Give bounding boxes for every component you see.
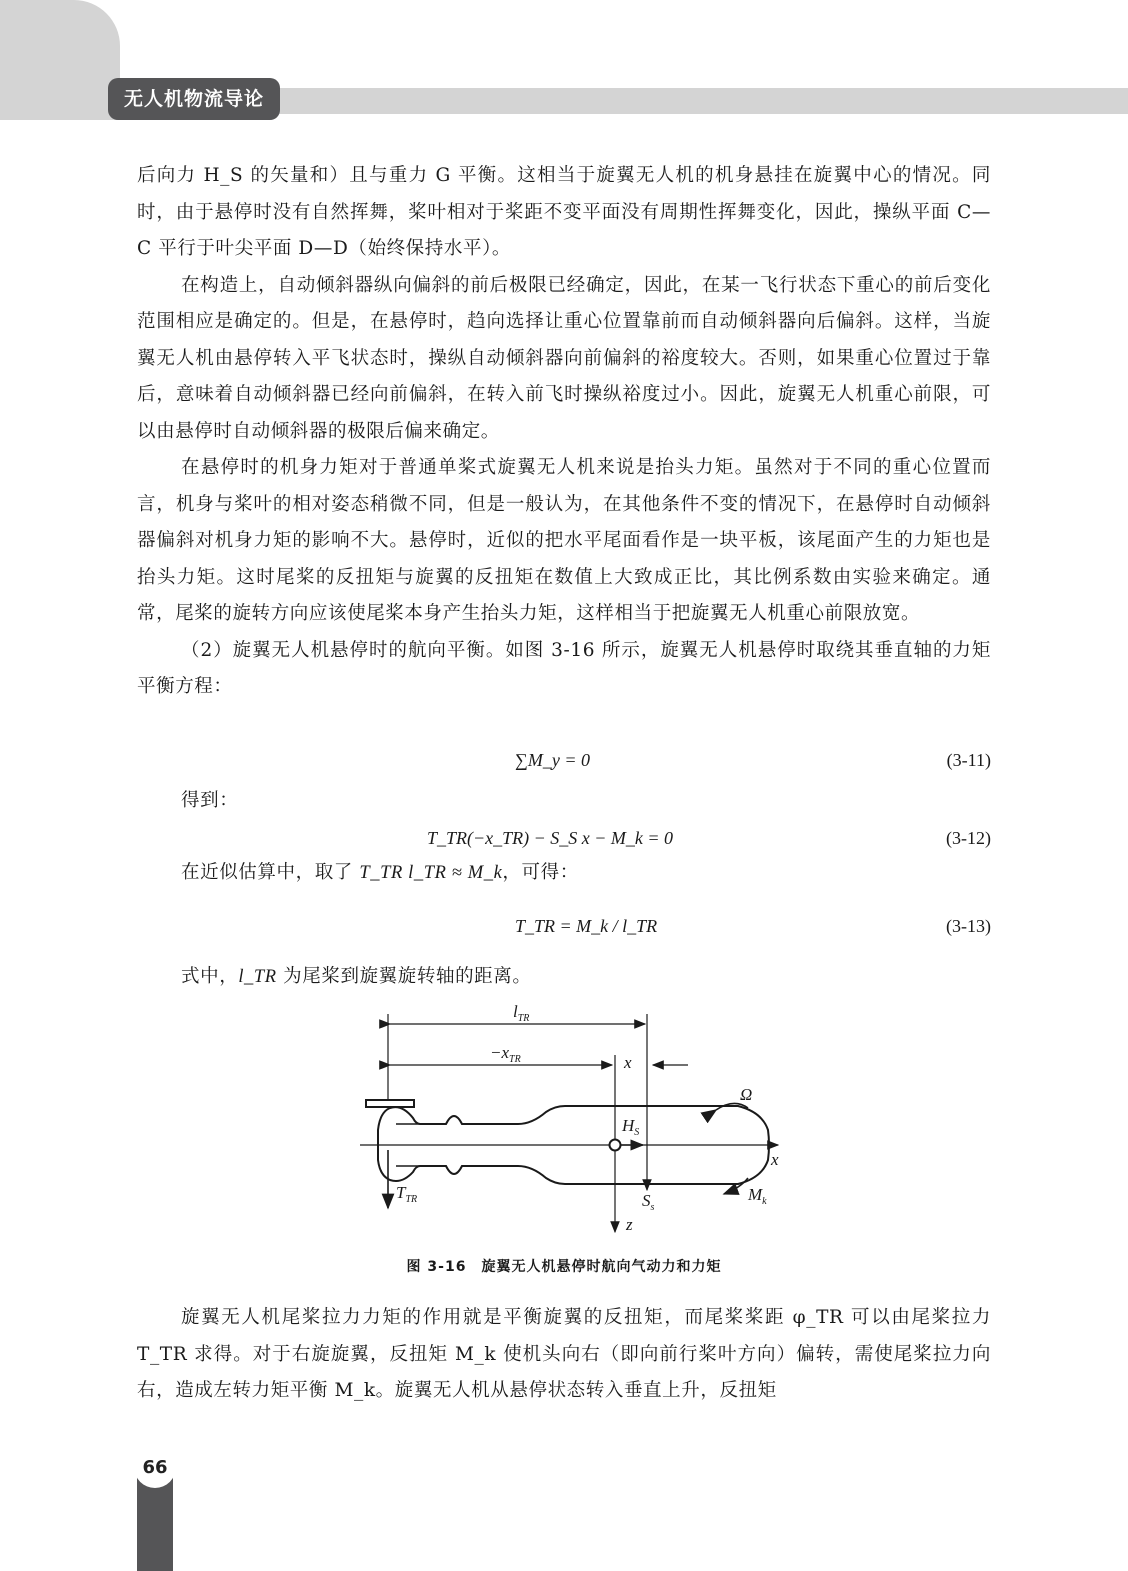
label-h-s: $H_S$: [622, 1116, 640, 1138]
lead-text: 在近似估算中，取了 T_TR l_TR ≈ M_k，可得：: [181, 862, 579, 883]
paragraph: 后向力 H_S 的矢量和）且与重力 G 平衡。这相当于旋翼无人机的机身悬挂在旋翼中心的情况。同时，由于悬停时没有自然挥舞，桨叶相对于桨距不变平面没有周期性挥舞变化，因此，操纵平面 C—C 平行于叶尖平面 D—D（始终保持水平）。: [137, 165, 991, 259]
label-x-axis: x: [771, 1150, 779, 1169]
inline-formula: l_TR: [238, 967, 277, 987]
label-s-s: $S_s$: [642, 1191, 655, 1213]
label-z: z: [626, 1215, 633, 1234]
equation-body: ∑M_y = 0: [515, 750, 590, 770]
label-t-tr: $T_{TR}$: [396, 1183, 418, 1205]
paragraph: 旋翼无人机尾桨拉力力矩的作用就是平衡旋翼的反扭矩，而尾桨桨距 φ_TR 可以由尾桨拉力 T_TR 求得。对于右旋旋翼，反扭矩 M_k 使机头向右（即向前行桨叶方向）偏转，需使尾桨拉力向右，造成左转力矩平衡 M_k。旋翼无人机从悬停状态转入垂直上升，反扭矩: [137, 1307, 991, 1401]
page-number: 66: [134, 1446, 176, 1488]
equation-3-13: [137, 906, 991, 946]
lead-text: 得到：: [181, 790, 239, 811]
label-omega: Ω: [740, 1085, 753, 1104]
paragraph: 在悬停时的机身力矩对于普通单桨式旋翼无人机来说是抬头力矩。虽然对于不同的重心位置而言，机身与桨叶的相对姿态稍微不同，但是一般认为，在其他条件不变的情况下，在悬停时自动倾斜器偏斜对机身力矩的影响不大。悬停时，近似的把水平尾面看作是一块平板，该尾面产生的力矩也是抬头力矩。这时尾桨的反扭矩与旋翼的反扭矩在数值上大致成正比，其比例系数由实验来确定。通常，尾桨的旋转方向应该使尾桨本身产生抬头力矩，这样相当于把旋翼无人机重心前限放宽。: [137, 457, 991, 624]
label-l-tr: $l_{TR}$: [513, 1002, 530, 1024]
figure-caption: 图 3-16 旋翼无人机悬停时航向气动力和力矩: [406, 1259, 722, 1275]
lead-text: 式中，l_TR 为尾桨到旋翼旋转轴的距离。: [181, 966, 532, 987]
inline-formula: T_TR l_TR ≈ M_k: [359, 863, 503, 883]
equation-body: T_TR = M_k / l_TR: [515, 916, 658, 936]
header-block: [0, 0, 120, 120]
label-m-k: $M_k$: [748, 1185, 767, 1207]
book-title: 无人机物流导论: [108, 78, 280, 120]
equation-number: (3-11): [946, 750, 991, 770]
label-neg-x-tr: $-x_{TR}$: [490, 1043, 521, 1065]
equation-3-11: [137, 740, 991, 780]
paragraph: （2）旋翼无人机悬停时的航向平衡。如图 3-16 所示，旋翼无人机悬停时取绕其垂直轴的力矩平衡方程：: [137, 639, 991, 697]
equation-number: (3-13): [946, 916, 991, 936]
label-x-vertical: x: [624, 1053, 632, 1072]
text-block-top: [137, 158, 991, 706]
equation-number: (3-12): [946, 828, 991, 848]
equation-3-12: [137, 818, 991, 858]
text-block-bottom: [137, 1300, 991, 1410]
figure-diagram: [350, 1000, 800, 1240]
equation-body: T_TR(−x_TR) − S_S x − M_k = 0: [427, 828, 674, 848]
paragraph: 在构造上，自动倾斜器纵向偏斜的前后极限已经确定，因此，在某一飞行状态下重心的前后变化范围相应是确定的。但是，在悬停时，趋向选择让重心位置靠前而自动倾斜器向后偏斜。这样，当旋翼无人机由悬停转入平飞状态时，操纵自动倾斜器向前偏斜的裕度较大。否则，如果重心位置过于靠后，意味着自动倾斜器已经向前偏斜，在转入前飞时操纵裕度过小。因此，旋翼无人机重心前限，可以由悬停时自动倾斜器的极限后偏来确定。: [137, 274, 991, 442]
